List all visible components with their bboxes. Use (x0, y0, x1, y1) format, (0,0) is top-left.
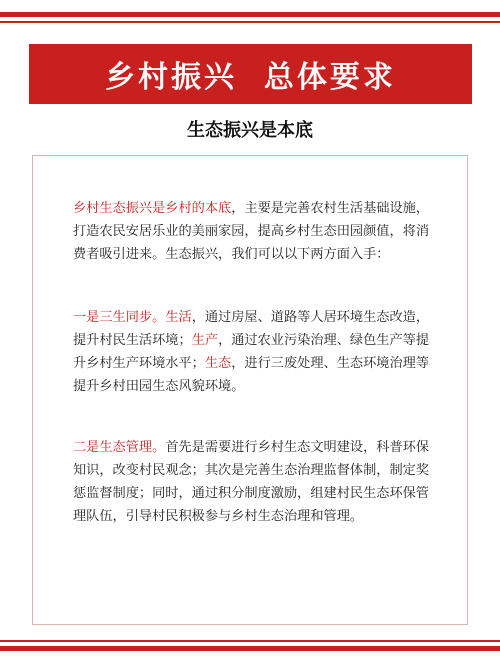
point-one-living-label: 生活 (165, 310, 192, 325)
paragraph-intro (73, 197, 433, 266)
point-one-production-text: ，通过农业污染治理、绿色生产等提升乡村生产环境水平； (73, 333, 430, 371)
page-title-banner (29, 44, 472, 104)
point-one-living-text: ，通过房屋、道路等人居环境生态改造，提升村民生活环境； (73, 310, 430, 348)
point-one-ecology-label: 生态 (204, 356, 232, 371)
top-rule-thin (0, 21, 500, 23)
paragraph-point-two (73, 436, 433, 528)
section-subtitle: 生态振兴是本底 (187, 120, 313, 141)
top-rule-thick (0, 12, 500, 17)
point-one-production-label: 生产 (191, 333, 219, 348)
bottom-rule-thick (0, 646, 500, 651)
point-two-text: 首先是需要进行乡村生态文明建设，科普环保知识，改变村民观念；其次是完善生态治理监督体制，制定奖惩监督制度；同时，通过积分制度激励，组建村民生态环保管理队伍，引导村民积极参与乡村生态治理和管理。 (73, 440, 430, 524)
point-two-highlight: 二是生态管理。 (73, 440, 166, 455)
bottom-rule-thin (0, 640, 500, 642)
point-one-highlight: 一是三生同步。 (73, 310, 166, 325)
paragraph-point-one (73, 306, 433, 398)
intro-highlight: 乡村生态振兴是乡村的本底 (73, 201, 232, 216)
intro-text: ，主要是完善农村生活基础设施，打造农民安居乐业的美丽家园，提高乡村生态田园颜值，将消费者吸引进来。生态振兴，我们可以以下两方面入手： (73, 201, 430, 262)
page-title: 乡村振兴 总体要求 (105, 60, 396, 95)
point-one-ecology-text: ，进行三废处理、生态环境治理等提升乡村田园生态风貌环境。 (73, 356, 430, 394)
